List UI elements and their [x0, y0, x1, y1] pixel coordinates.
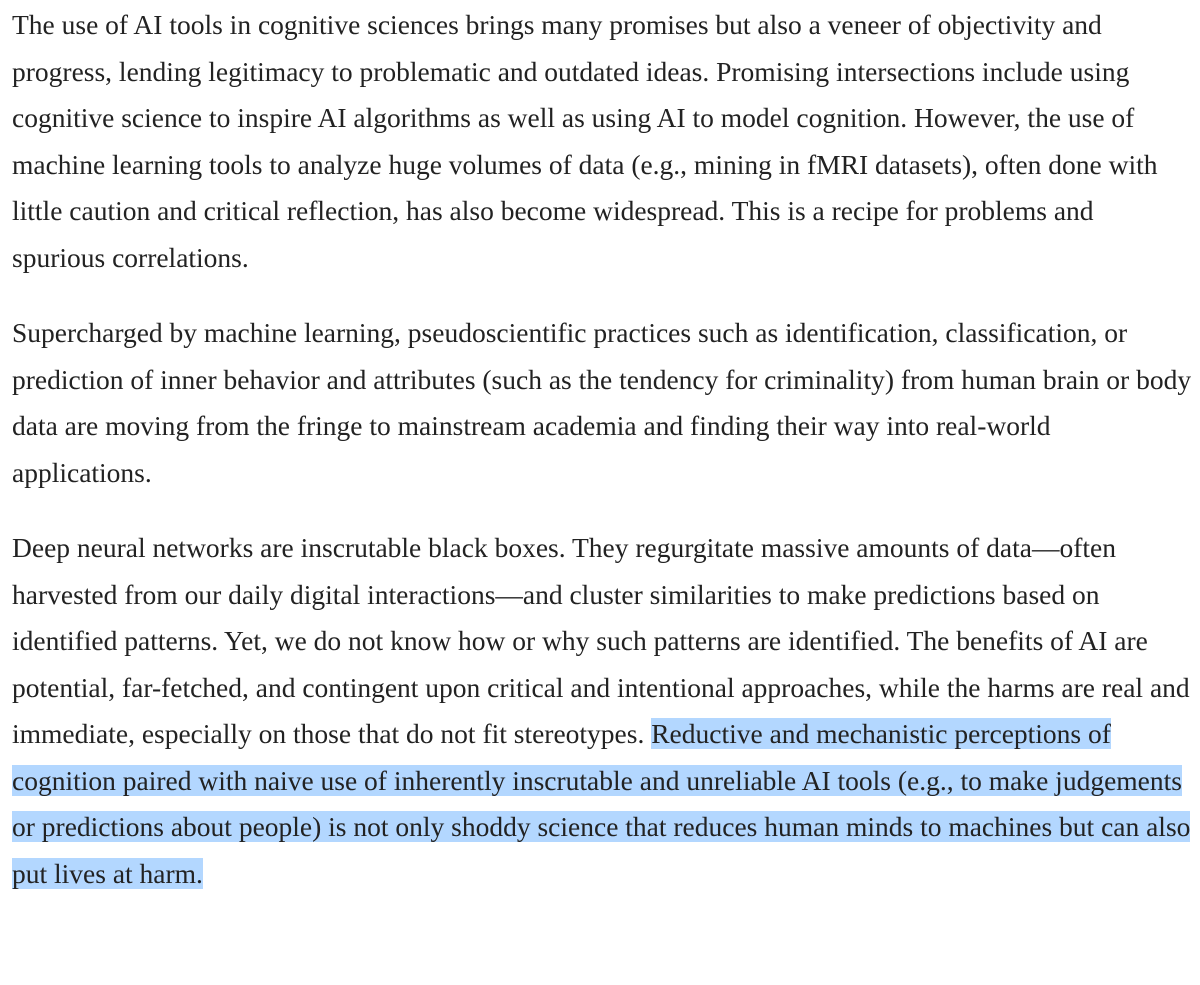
article-body	[12, 2, 1192, 897]
paragraph-1-text: The use of AI tools in cognitive sciences brings many promises but also a veneer of objectivity and progress, lending legitimacy to problematic and outdated ideas. Promising intersections include using cognitive science to inspire AI algorithms as well as using AI to model cognition. However, the use of machine learning tools to analyze huge volumes of data (e.g., mining in fMRI datasets), often done with little caution and critical reflection, has also become widespread. This is a recipe for problems and spurious correlations.	[12, 9, 1158, 273]
paragraph-2-text: Supercharged by machine learning, pseudoscientific practices such as identification, classification, or prediction of inner behavior and attributes (such as the tendency for criminality) from human brain or body data are moving from the fringe to mainstream academia and finding their way into real-world applications.	[12, 317, 1192, 488]
paragraph-3	[12, 525, 1192, 897]
paragraph-2	[12, 310, 1192, 496]
paragraph-3-text: Deep neural networks are inscrutable black boxes. They regurgitate massive amounts of data—often harvested from our daily digital interactions—and cluster similarities to make predictions based on identified patterns. Yet, we do not know how or why such patterns are identified. The benefits of AI are potential, far-fetched, and contingent upon critical and intentional approaches, while the harms are real and immediate, especially on those that do not fit stereotypes.	[12, 532, 1190, 749]
highlighted-text-selection[interactable]: Reductive and mechanistic perceptions of cognition paired with naive use of inherently inscrutable and unreliable AI tools (e.g., to make judgements or predictions about people) is not only shoddy science that reduces human minds to machines but can also put lives at harm.	[12, 718, 1191, 889]
paragraph-1	[12, 2, 1192, 281]
